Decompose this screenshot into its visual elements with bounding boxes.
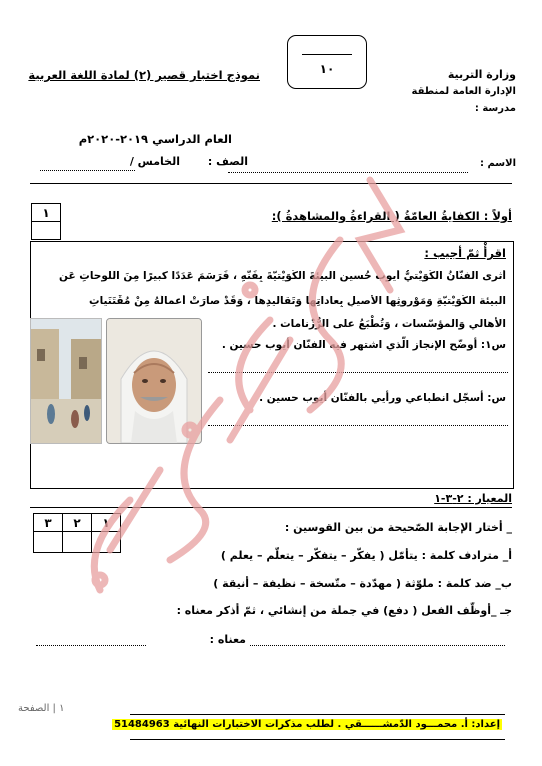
exam-title: نموذج اختبار قصير (٢) لمادة اللغة العربية xyxy=(28,68,260,82)
item-c: جـ _أوظّف الفعل ( دفع) في جملة من إنشائي ، ثمّ أذكر معناه : xyxy=(176,604,512,617)
name-blank[interactable] xyxy=(228,172,468,173)
question-2: س: أسجّل انطباعي ورأيي بالفنّان أيوب حسين . xyxy=(259,392,506,404)
class-value: الخامس / xyxy=(129,155,180,168)
section1-score-cell: ١ xyxy=(32,204,61,222)
sentence-blank[interactable] xyxy=(250,645,505,646)
class-blank[interactable] xyxy=(40,170,135,171)
section2-score-blank-1[interactable] xyxy=(92,532,121,553)
academic-year: العام الدراسي ٢٠١٩-٢٠٢٠م xyxy=(78,132,232,146)
criterion-label: المعيار : ٢-٣-١ xyxy=(434,492,512,505)
meaning-blank[interactable] xyxy=(36,645,146,646)
section1-score-blank[interactable] xyxy=(32,222,61,240)
reading-instruction: اقرأْ ثمّ أجيب : xyxy=(424,246,506,260)
street-painting-image xyxy=(30,318,102,444)
artist-portrait-image xyxy=(106,318,202,444)
item-b: ب_ ضد كلمة : ملوّثة ( مهدّدة – متّسخة – نظيفة – أنيقة ) xyxy=(213,577,512,590)
footer-prep: إعداد: أ. محمـــود الدّمشــــــقي . لطلب مذكرات الاختبارات النهائية xyxy=(173,719,500,730)
total-score-box xyxy=(287,35,367,89)
section2-score-blank-3[interactable] xyxy=(34,532,63,553)
header-divider xyxy=(30,183,512,184)
section1-title: أولاً : الكفايةُ العامّةُ ( القراءةُ والمشاهدةُ ): xyxy=(271,209,512,223)
section2-score-grid xyxy=(33,513,121,553)
school-label: مدرسة : xyxy=(474,103,516,114)
ministry-label: وزارة التربية xyxy=(447,68,516,81)
meaning-label: معناه : xyxy=(209,633,246,646)
directorate-label: الإدارة العامة لمنطقة xyxy=(411,86,516,97)
section2-score-cell-1: ١ xyxy=(92,514,121,532)
passage-line-3: الأهالي وَالمؤسّسات ، وَتُطْبَعُ على الرُّزْنامات . xyxy=(272,318,506,330)
section2-score-blank-2[interactable] xyxy=(63,532,92,553)
answer-2-blank[interactable] xyxy=(208,425,508,426)
passage-line-2: البيئة الكُوَيْتيّةِ وَمَوْروثِها الأصيلِ بِعاداتِها وَتَقاليدِها ، وَقَدْ صارَتْ أعمالُهُ مِنْ مُقْتَنَياتِ xyxy=(89,295,506,307)
footer-prep-text xyxy=(112,719,502,730)
footer-phone: 51484963 xyxy=(114,719,170,730)
item-a: أ_ مترادف كلمة : يتأمّل ( يفكّر – يتفكّر – يتعلّم – يعلم ) xyxy=(220,549,512,562)
section2-score-cell-3: ٣ xyxy=(34,514,63,532)
section2-instruction: _ أختار الإجابة الصّحيحة من بين القوسين : xyxy=(284,521,512,534)
section1-score-grid xyxy=(31,203,61,240)
name-label: الاسم : xyxy=(479,158,516,169)
question-1: س١: أوضّح الإنجاز الّذي اشتهر فيه الفنّان أيوب حسين . xyxy=(221,339,506,351)
class-label: الصف : xyxy=(207,155,248,168)
section2-score-cell-2: ٢ xyxy=(63,514,92,532)
passage-line-1: أثرى الفنّانُ الكُوَيْتيُّ أيوب حُسين البيئةَ الكُوَيْتيّةَ بِفَنّهِ ، فَرَسَمَ عَدَدًا كبيرًا مِنَ اللّوحاتِ عَنِ xyxy=(59,270,506,282)
answer-1-blank[interactable] xyxy=(208,372,508,373)
criterion-divider xyxy=(30,507,512,508)
total-score-value: ١٠ xyxy=(319,62,335,76)
page-number-label: ١ | الصفحة xyxy=(18,703,65,714)
